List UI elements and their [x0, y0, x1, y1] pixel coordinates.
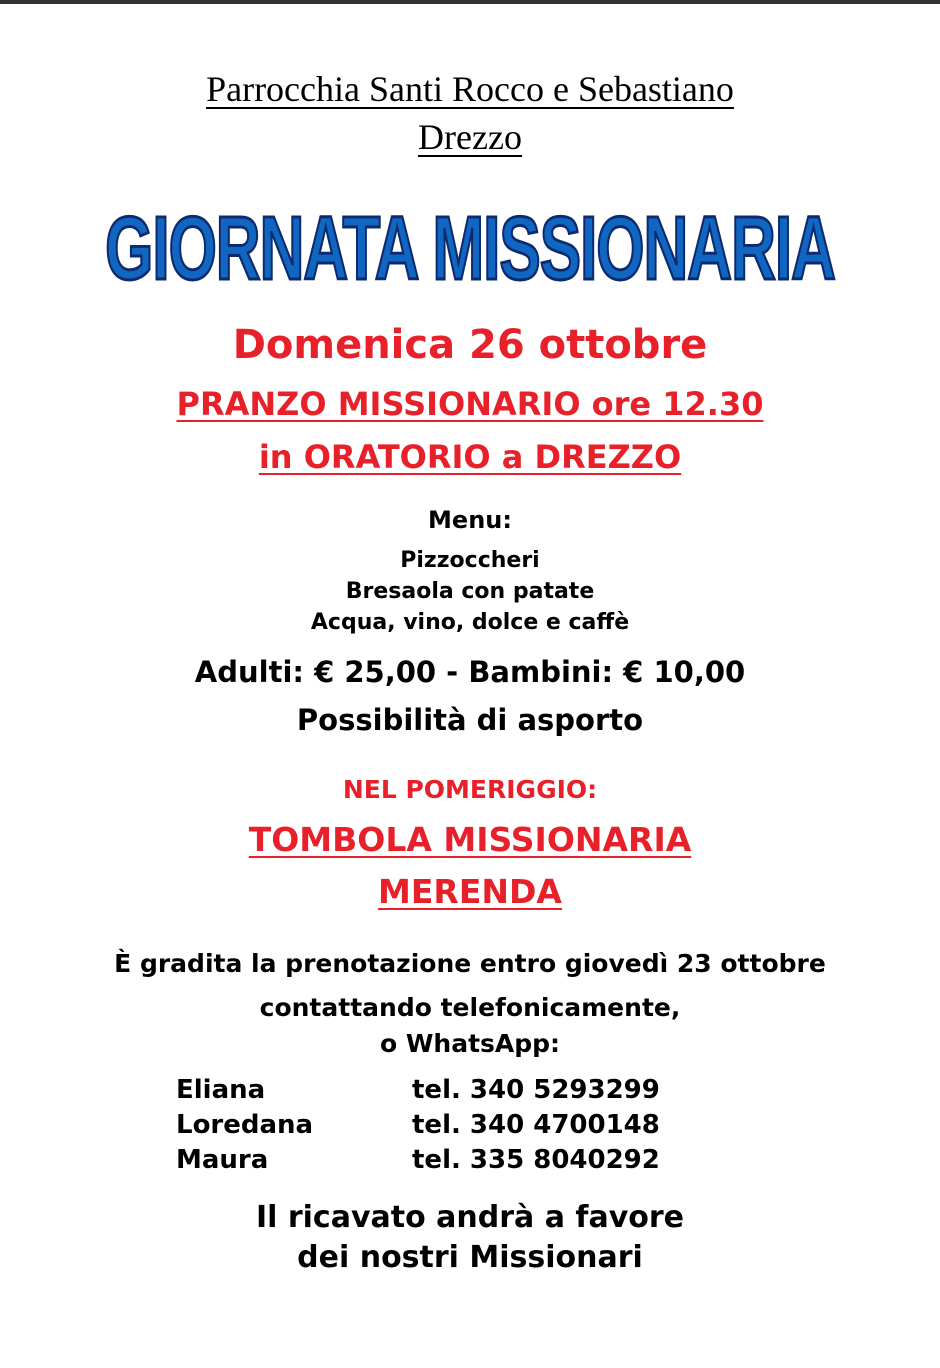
afternoon-event: MERENDA: [378, 872, 562, 911]
booking-line: o WhatsApp:: [379, 1029, 561, 1058]
afternoon-label: NEL POMERIGGIO:: [342, 775, 598, 804]
menu-label: Menu:: [428, 506, 512, 534]
afternoon-event: TOMBOLA MISSIONARIA: [248, 820, 692, 859]
contact-row: [176, 1073, 776, 1108]
contact-row: [176, 1108, 776, 1143]
booking-line: È gradita la prenotazione entro giovedì 23 ottobre: [114, 949, 826, 978]
menu-item: Bresaola con patate: [345, 579, 595, 604]
contact-list: [176, 1073, 776, 1178]
menu-item: Pizzoccheri: [400, 548, 540, 573]
booking-line: contattando telefonicamente,: [259, 993, 681, 1022]
lunch-title: PRANZO MISSIONARIO ore 12.30: [176, 385, 764, 423]
closing-line: Il ricavato andrà a favore: [255, 1200, 685, 1235]
closing-line: dei nostri Missionari: [297, 1240, 643, 1275]
menu-item: Acqua, vino, dolce e caffè: [310, 610, 630, 635]
contact-row: [176, 1143, 776, 1178]
contact-phone: tel. 340 4700148: [412, 1110, 660, 1140]
contact-phone: tel. 335 8040292: [412, 1145, 660, 1175]
contact-phone: tel. 340 5293299: [412, 1075, 660, 1105]
lunch-location: in ORATORIO a DREZZO: [258, 438, 682, 476]
contact-name: Loredana: [176, 1110, 314, 1140]
contact-name: Eliana: [176, 1075, 266, 1105]
contact-name: Maura: [176, 1145, 269, 1175]
top-border: [0, 0, 940, 4]
takeaway-note: Possibilità di asporto: [296, 703, 644, 737]
page-title: GIORNATA MISSIONARIA: [105, 199, 835, 300]
event-date: Domenica 26 ottobre: [232, 322, 708, 368]
parish-place: Drezzo: [418, 117, 522, 157]
prices: Adulti: € 25,00 - Bambini: € 10,00: [194, 655, 746, 689]
parish-name: Parrocchia Santi Rocco e Sebastiano: [206, 69, 734, 109]
